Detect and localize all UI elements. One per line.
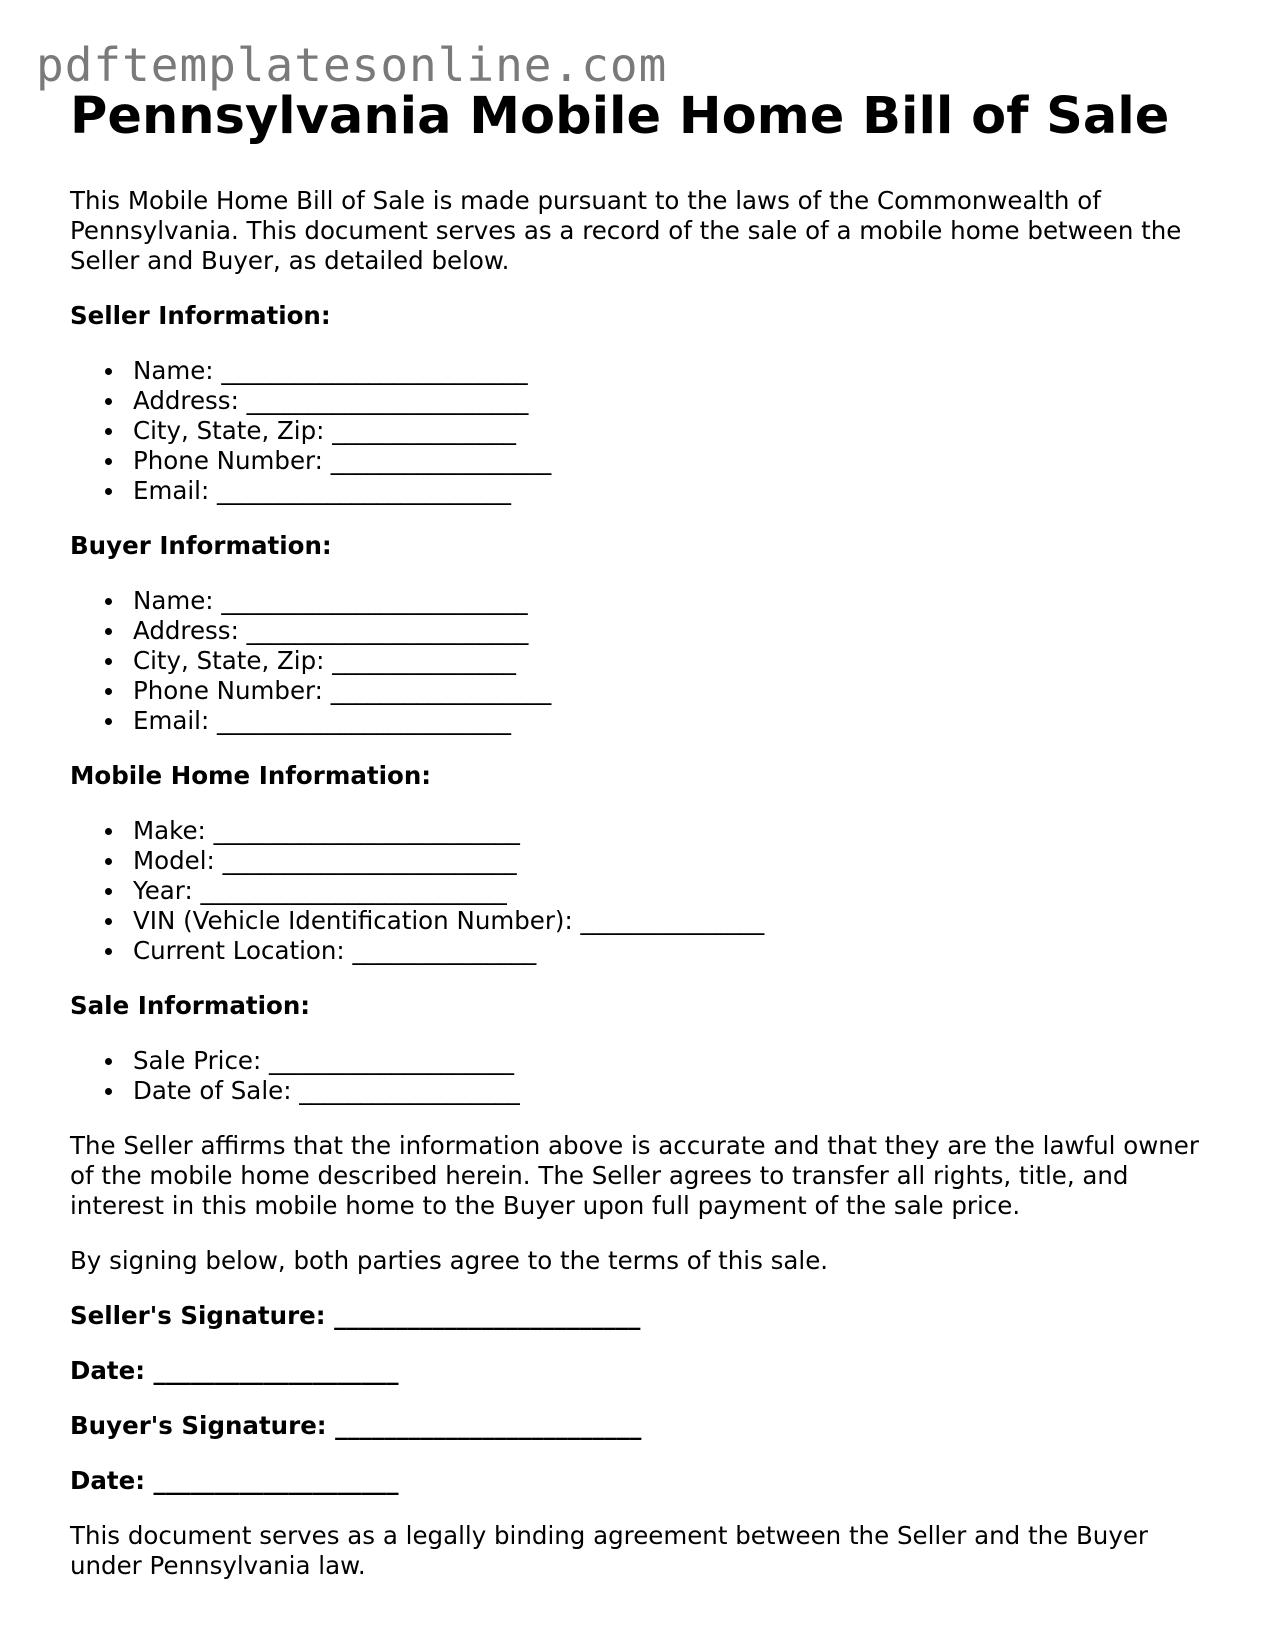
make-field: Make: _________________________	[105, 816, 1220, 846]
sale-section-heading: Sale Information:	[70, 991, 311, 1020]
mobile-home-fields-list	[70, 816, 1220, 966]
seller-section-heading: Seller Information:	[70, 301, 331, 330]
buyer-address-field: Address: _______________________	[105, 616, 1220, 646]
seller-address-field: Address: _______________________	[105, 386, 1220, 416]
affirmation-paragraph: The Seller affirms that the information above is accurate and that they are the lawful owner of the mobile home described herein. The Seller agrees to transfer all rights, title, and interest in this mobile home to the Buyer upon full payment of the sale price.	[70, 1131, 1199, 1220]
year-field: Year: _________________________	[105, 876, 1220, 906]
agreement-paragraph: By signing below, both parties agree to the terms of this sale.	[70, 1246, 829, 1275]
date-of-sale-field: Date of Sale: __________________	[105, 1076, 1220, 1106]
buyer-fields-list	[70, 586, 1220, 736]
sale-price-field: Sale Price: ____________________	[105, 1046, 1220, 1076]
seller-city-state-zip-field: City, State, Zip: _______________	[105, 416, 1220, 446]
document-page	[70, 86, 1220, 1581]
seller-name-field: Name: _________________________	[105, 356, 1220, 386]
buyer-section-heading: Buyer Information:	[70, 531, 332, 560]
mobile-home-section-heading: Mobile Home Information:	[70, 761, 432, 790]
seller-email-field: Email: ________________________	[105, 476, 1220, 506]
seller-phone-field: Phone Number: __________________	[105, 446, 1220, 476]
buyer-date-line: Date: ____________________	[70, 1466, 399, 1495]
intro-paragraph: This Mobile Home Bill of Sale is made pursuant to the laws of the Commonwealth of Pennsylvania. This document serves as a record of the sale of a mobile home between the Seller and Buyer, as detailed below.	[70, 186, 1182, 275]
buyer-email-field: Email: ________________________	[105, 706, 1220, 736]
seller-signature-line: Seller's Signature: _________________________	[70, 1301, 641, 1330]
buyer-name-field: Name: _________________________	[105, 586, 1220, 616]
buyer-phone-field: Phone Number: __________________	[105, 676, 1220, 706]
buyer-city-state-zip-field: City, State, Zip: _______________	[105, 646, 1220, 676]
watermark: pdftemplatesonline.com	[36, 38, 668, 92]
current-location-field: Current Location: _______________	[105, 936, 1220, 966]
seller-fields-list	[70, 356, 1220, 506]
page-title: Pennsylvania Mobile Home Bill of Sale	[70, 87, 1170, 146]
closing-paragraph: This document serves as a legally binding agreement between the Seller and the Buyer under Pennsylvania law.	[70, 1521, 1148, 1580]
seller-date-line: Date: ____________________	[70, 1356, 399, 1385]
model-field: Model: ________________________	[105, 846, 1220, 876]
buyer-signature-line: Buyer's Signature: _________________________	[70, 1411, 642, 1440]
sale-fields-list	[70, 1046, 1220, 1106]
vin-field: VIN (Vehicle Identification Number): _______________	[105, 906, 1220, 936]
